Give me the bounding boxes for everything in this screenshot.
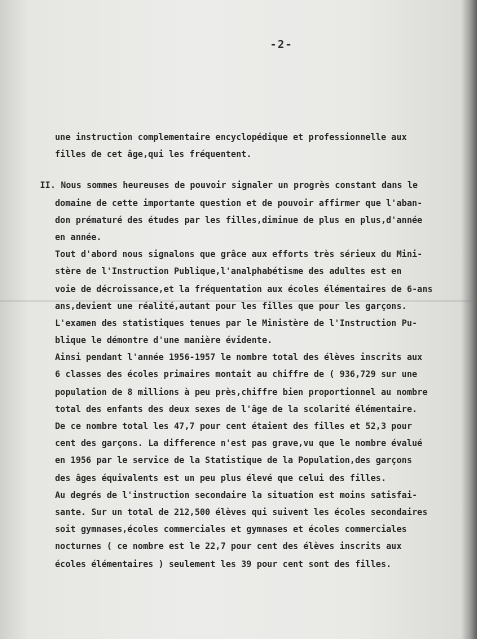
text-line: en année.: [55, 232, 102, 243]
text-line: stère de l'Instruction Publique,l'analphabétisme des adultes est en: [55, 267, 402, 278]
text-line: écoles élémentaires ) seulement les 39 pour cent sont des filles.: [55, 559, 392, 570]
text-line: blique le démontre d'une manière évidente.: [55, 336, 273, 347]
text-line: filles de cet âge,qui les fréquentent.: [55, 150, 252, 161]
text-line: total des enfants des deux sexes de l'âge de la scolarité élémentaire.: [55, 404, 418, 415]
text-line: des âges équivalents est un peu plus élevé que celui des filles.: [55, 473, 387, 484]
text-line: soit gymnases,écoles commerciales et gymnases et écoles commerciales: [55, 525, 407, 536]
text-line: cent des garçons. La difference n'est pas grave,vu que le nombre évalué: [55, 439, 423, 450]
text-line: domaine de cette importante question et de pouvoir affirmer que l'aban-: [55, 198, 423, 209]
text-line: Au degrés de l'instruction secondaire la situation est moins satisfai-: [55, 490, 418, 501]
text-line: II. Nous sommes heureuses de pouvoir signaler un progrès constant dans le: [40, 181, 418, 192]
text-line: Tout d'abord nous signalons que grâce aux efforts très sérieux du Mini-: [55, 250, 423, 261]
text-line: don prématuré des études par les filles,diminue de plus en plus,d'année: [55, 215, 423, 226]
paragraph-gap: [40, 164, 460, 178]
body-text: [40, 130, 460, 574]
text-line: population de 8 millions à peu près,chiffre bien proportionnel au nombre: [55, 387, 428, 398]
text-line: 6 classes des écoles primaires montait au chiffre de ( 936,729 sur une: [55, 370, 418, 381]
text-line: sante. Sur un total de 212,500 élèves qui suivent les écoles secondaires: [55, 507, 428, 518]
text-line: voie de décroissance,et la fréquentation aux écoles élémentaires de 6-ans: [55, 284, 433, 295]
text-line: L'examen des statistiques tenues par le Ministère de l'Instruction Pu-: [55, 318, 418, 329]
text-line: De ce nombre total les 47,7 pour cent étaient des filles et 52,3 pour: [55, 422, 412, 432]
page-number: -2-: [270, 38, 293, 51]
text-line: une instruction complementaire encyclopédique et professionnelle aux: [55, 133, 407, 143]
text-line: Ainsi pendant l'année 1956-1957 le nombre total des élèves inscrits aux: [55, 353, 423, 364]
text-line: ans,devient une réalité,autant pour les filles que pour les garçons.: [55, 301, 407, 312]
text-line: en 1956 par le service de la Statistique de la Population,des garçons: [55, 456, 412, 467]
page-shadow-edge: [461, 0, 477, 639]
text-line: nocturnes ( ce nombre est le 22,7 pour cent des élèves inscrits aux: [55, 542, 402, 553]
